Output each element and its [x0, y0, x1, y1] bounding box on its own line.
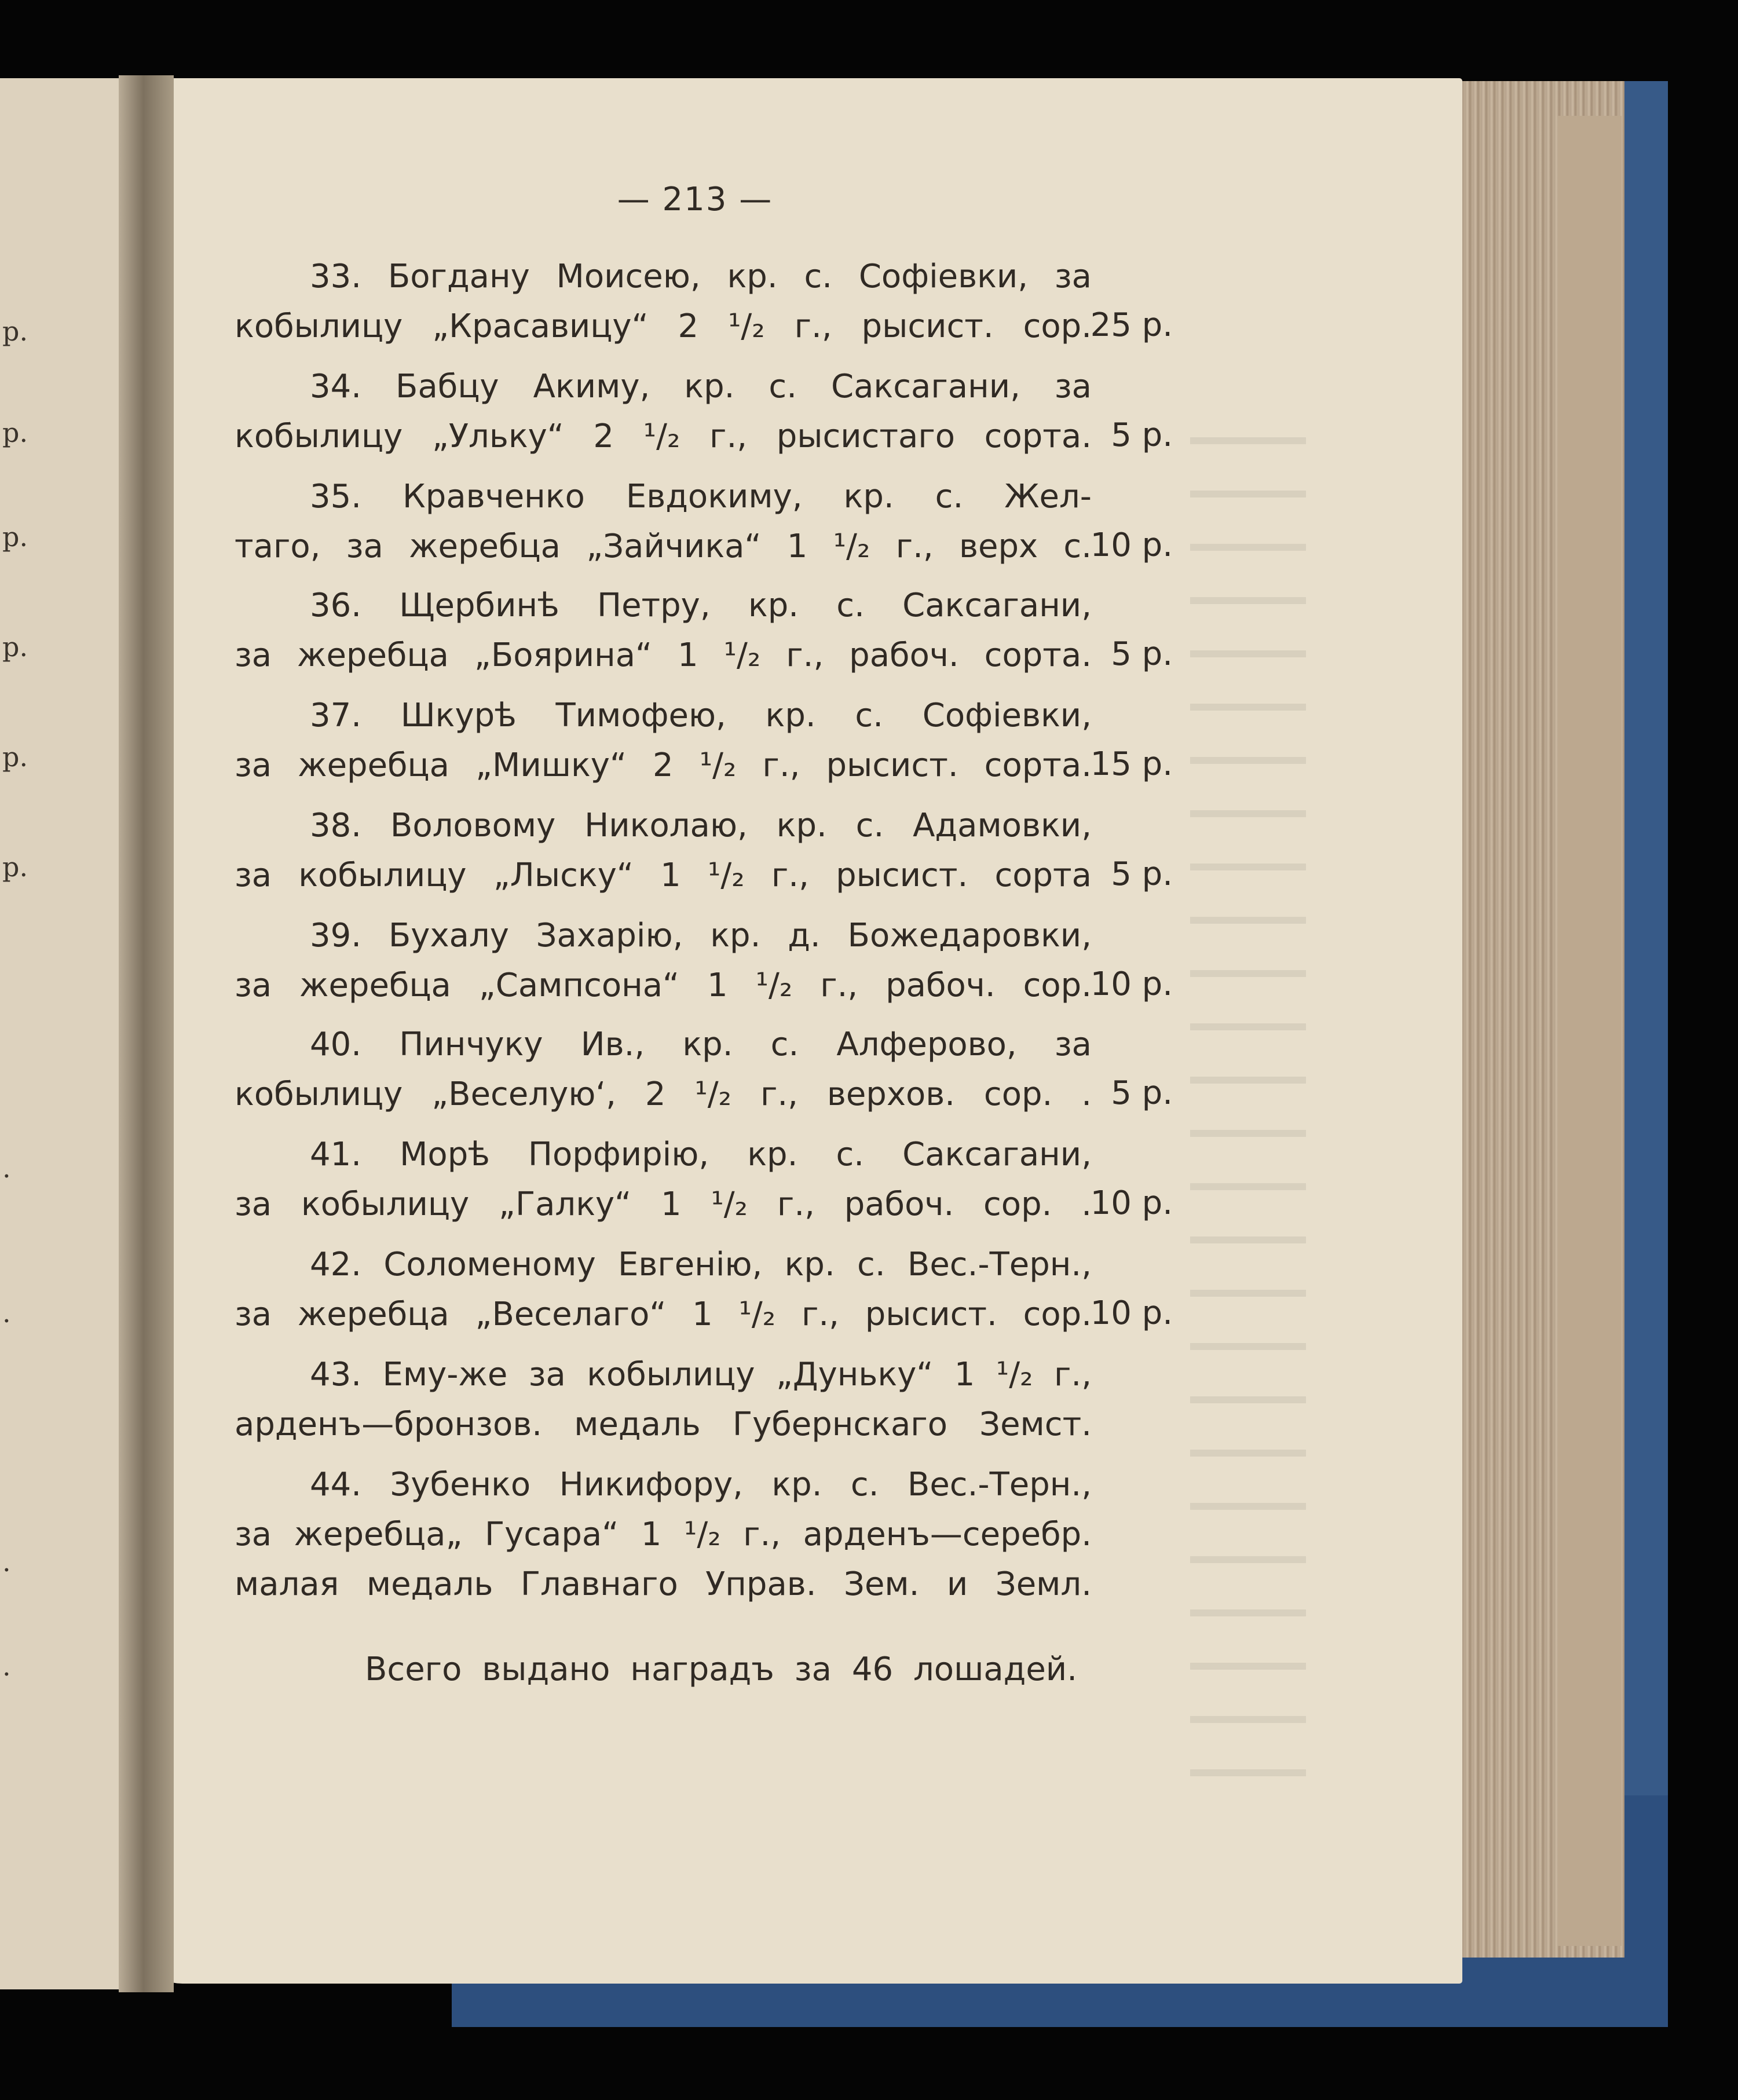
margin-mark: .	[2, 1651, 11, 1682]
entry-line: за жеребца „Боярина“ 1 ¹/₂ г., рабоч. сорта.	[235, 636, 1092, 674]
entry-amount: 5 р.	[1111, 416, 1173, 454]
entry-line: 44. Зубенко Никифору, кр. с. Вес.-Терн.,	[310, 1466, 1092, 1503]
entry-amount: 25 р.	[1090, 306, 1173, 344]
entry-line: за жеребца „Сампсона“ 1 ¹/₂ г., рабоч. сор.	[235, 967, 1092, 1004]
entry-line: за кобылицу „Галку“ 1 ¹/₂ г., рабоч. сор. .	[235, 1186, 1092, 1223]
entry-line: 43. Ему-же за кобылицу „Дуньку“ 1 ¹/₂ г.,	[310, 1356, 1092, 1393]
total-line: Всего выдано наградъ за 46 лошадей.	[365, 1651, 1077, 1688]
entry-line: малая медаль Главнаго Управ. Зем. и Земл.	[235, 1565, 1092, 1603]
entry-amount: 10 р.	[1090, 1184, 1173, 1222]
entry-line: за жеребца „Мишку“ 2 ¹/₂ г., рысист. сорта.	[235, 747, 1092, 784]
entry-amount: 10 р.	[1090, 965, 1173, 1003]
page-number: — 213 —	[617, 181, 773, 218]
entry-line: арденъ—бронзов. медаль Губернскаго Земст.	[235, 1406, 1092, 1443]
page-block-edge-inner	[1558, 116, 1622, 1946]
entry-40	[235, 1020, 1092, 1119]
bleed-through	[1190, 403, 1306, 1792]
entry-amount: 5 р.	[1111, 1074, 1173, 1112]
margin-mark: .	[2, 1297, 11, 1329]
entry-amount: 10 р.	[1090, 526, 1173, 564]
entry-39	[235, 911, 1092, 1011]
entry-line: 34. Бабцу Акиму, кр. с. Саксагани, за	[310, 368, 1092, 405]
margin-mark: р.	[2, 316, 28, 347]
entry-amount: 5 р.	[1111, 855, 1173, 893]
book-gutter	[119, 75, 174, 1992]
margin-mark: .	[2, 1153, 11, 1184]
entry-44	[235, 1460, 1092, 1609]
entry-amount: 15 р.	[1090, 745, 1173, 783]
entry-43	[235, 1350, 1092, 1450]
margin-mark: р.	[2, 851, 28, 883]
entry-amount: 5 р.	[1111, 635, 1173, 673]
entry-line: кобылицу „Ульку“ 2 ¹/₂ г., рысистаго сорта.	[235, 418, 1092, 455]
entry-37	[235, 691, 1092, 791]
margin-mark: .	[2, 1546, 11, 1578]
entry-34	[235, 362, 1092, 462]
entry-line: 40. Пинчуку Ив., кр. с. Алферово, за	[310, 1026, 1092, 1063]
margin-mark: р.	[2, 521, 28, 553]
entry-line: кобылицу „Красавицу“ 2 ¹/₂ г., рысист. сор.	[235, 308, 1092, 345]
entry-line: 39. Бухалу Захарiю, кр. д. Божедаровки,	[310, 917, 1092, 954]
margin-mark: р.	[2, 631, 28, 663]
entry-33	[235, 252, 1092, 352]
entry-line: 42. Соломеному Евгенiю, кр. с. Вес.-Терн.,	[310, 1246, 1092, 1283]
entry-line: 37. Шкурѣ Тимофею, кр. с. Софiевки,	[310, 697, 1092, 734]
entry-41	[235, 1130, 1092, 1230]
entry-36	[235, 581, 1092, 681]
entry-line: 41. Морѣ Порфирiю, кр. с. Саксагани,	[310, 1136, 1092, 1173]
entry-line: 33. Богдану Моисею, кр. с. Софiевки, за	[310, 258, 1092, 295]
entry-line: за кобылицу „Лыску“ 1 ¹/₂ г., рысист. сорта	[235, 857, 1092, 894]
margin-mark: р.	[2, 741, 28, 773]
left-page-margin	[0, 0, 35, 2100]
entry-42	[235, 1240, 1092, 1340]
entry-line: кобылицу „Веселую‘, 2 ¹/₂ г., верхов. сор. .	[235, 1075, 1092, 1113]
entry-line: таго, за жеребца „Зайчика“ 1 ¹/₂ г., верх с.	[235, 528, 1092, 565]
entry-line: 36. Щербинѣ Петру, кр. с. Саксагани,	[310, 587, 1092, 624]
margin-mark: р.	[2, 417, 28, 448]
entry-35	[235, 472, 1092, 572]
entry-38	[235, 801, 1092, 901]
entry-line: за жеребца„ Гусара“ 1 ¹/₂ г., арденъ—серебр.	[235, 1516, 1092, 1553]
entry-amount: 10 р.	[1090, 1294, 1173, 1332]
entry-line: 38. Воловому Николаю, кр. с. Адамовки,	[310, 807, 1092, 844]
entry-line: 35. Кравченко Евдокиму, кр. с. Жел-	[310, 478, 1092, 515]
entry-line: за жеребца „Веселаго“ 1 ¹/₂ г., рысист. сор.	[235, 1296, 1092, 1333]
